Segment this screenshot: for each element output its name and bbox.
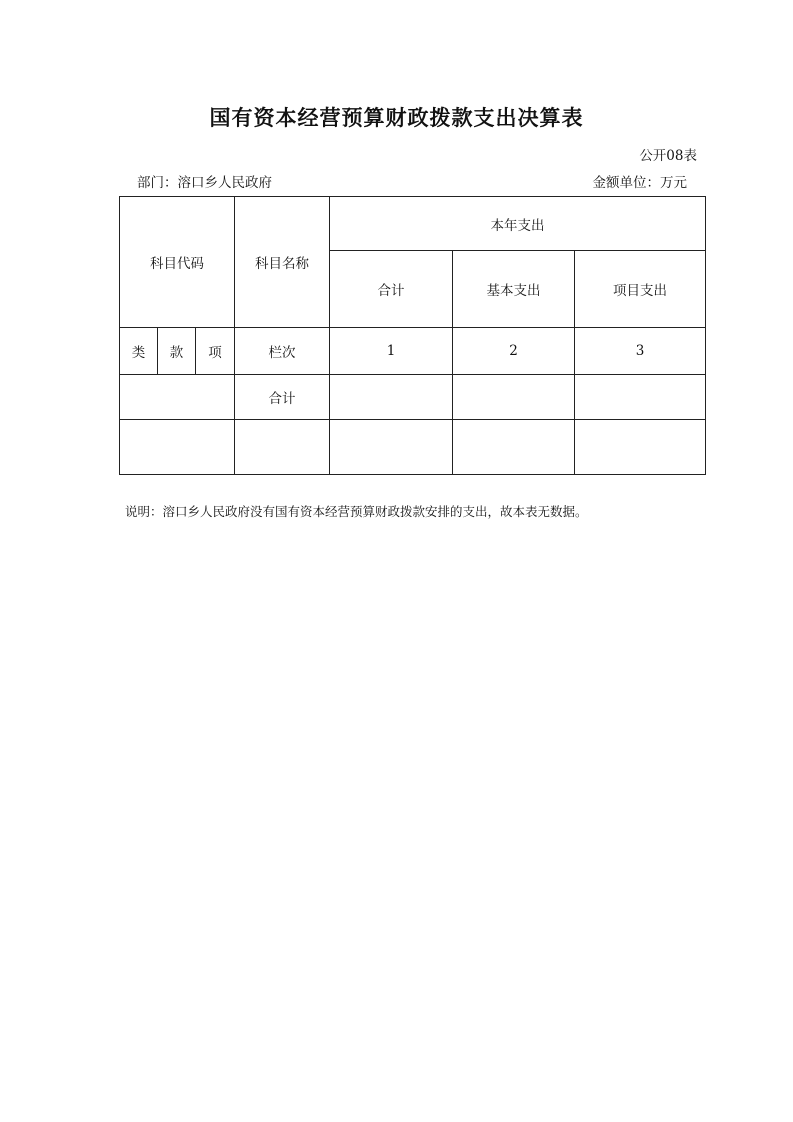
document-title: 国有资本经营预算财政拨款支出决算表	[209, 106, 584, 130]
column-number-1: 1	[330, 328, 453, 375]
header-project-expenditure: 项目支出	[575, 251, 706, 328]
department-label: 部门：溶口乡人民政府	[137, 175, 272, 191]
column-number-row	[120, 328, 706, 375]
empty-row-project-cell	[575, 420, 706, 475]
empty-row-basic-cell	[453, 420, 575, 475]
column-number-2: 2	[453, 328, 575, 375]
empty-row	[120, 420, 706, 475]
header-xiang: 项	[196, 328, 235, 375]
total-row-basic-cell	[453, 375, 575, 420]
header-basic-expenditure: 基本支出	[453, 251, 575, 328]
total-row-label: 合计	[235, 375, 330, 420]
empty-row-total-cell	[330, 420, 453, 475]
total-row	[120, 375, 706, 420]
header-lei: 类	[120, 328, 158, 375]
total-row-code-cell	[120, 375, 235, 420]
header-current-year-expenditure: 本年支出	[330, 197, 706, 251]
total-row-project-cell	[575, 375, 706, 420]
header-subject-code: 科目代码	[120, 197, 235, 328]
header-row-1	[120, 197, 706, 251]
expenditure-table	[119, 196, 706, 475]
total-row-total-cell	[330, 375, 453, 420]
header-column-number: 栏次	[235, 328, 330, 375]
column-number-3: 3	[575, 328, 706, 375]
amount-unit-label: 金额单位：万元	[592, 175, 687, 191]
header-subject-name: 科目名称	[235, 197, 330, 328]
table-number: 公开08表	[639, 148, 697, 164]
header-total: 合计	[330, 251, 453, 328]
header-kuan: 款	[158, 328, 196, 375]
explanation-note: 说明：溶口乡人民政府没有国有资本经营预算财政拨款安排的支出，故本表无数据。	[125, 504, 588, 519]
empty-row-code-cell	[120, 420, 235, 475]
empty-row-name-cell	[235, 420, 330, 475]
